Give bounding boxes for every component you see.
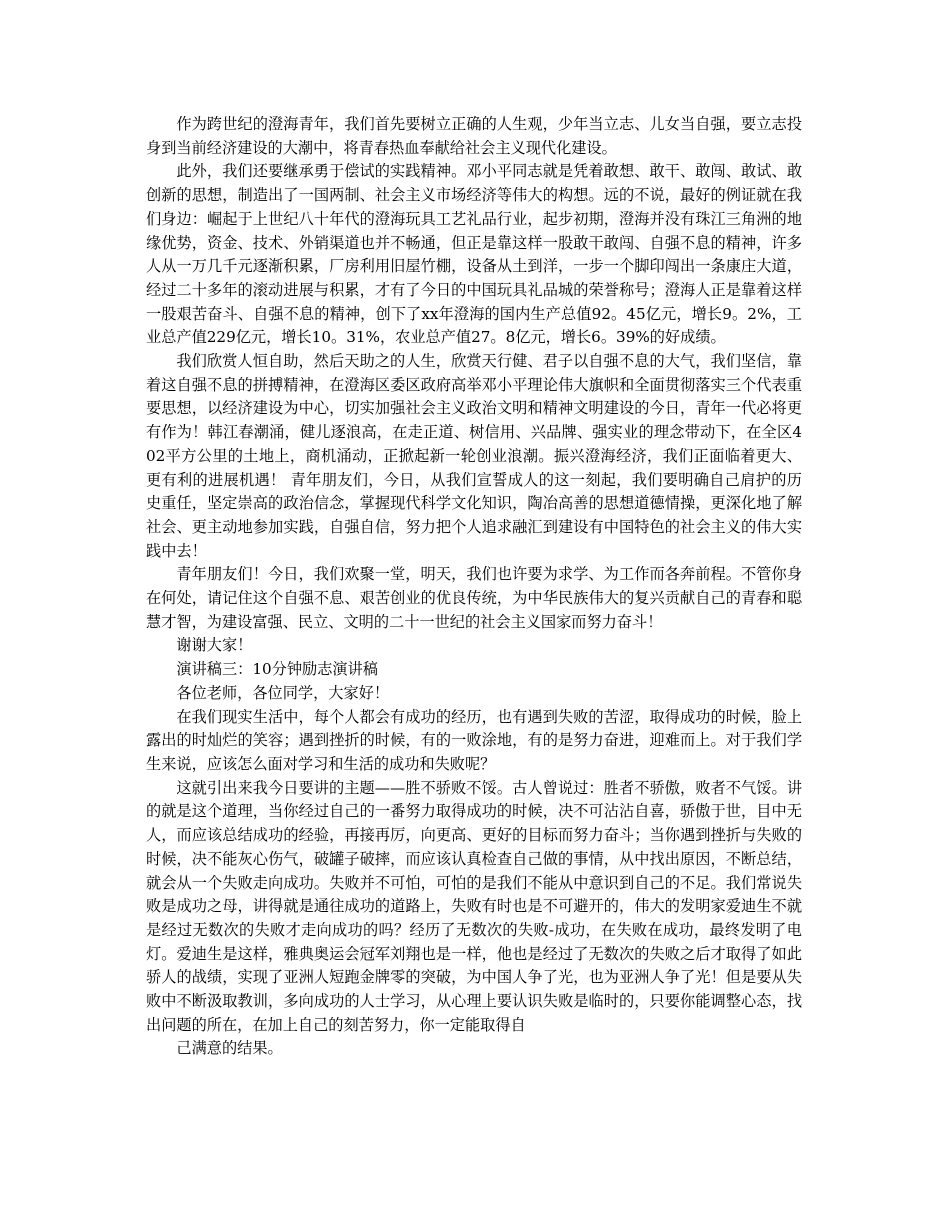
paragraph-1: 作为跨世纪的澄海青年，我们首先要树立正确的人生观，少年当立志、儿女当自强，要立志投身到当前经济建设的大潮中，将青春热血奉献给社会主义现代化建设。 — [146, 115, 802, 157]
paragraph-4: 青年朋友们！今日，我们欢聚一堂，明天，我们也许要为求学、为工作而各奔前程。不管你身在何处，请记住这个自强不息、艰苦创业的优良传统，为中华民族伟大的复兴贡献自己的青春和聪慧才智，为建设富强、民立、文明的二十一世纪的社会主义国家而努力奋斗！ — [146, 565, 802, 631]
paragraph-2: 此外，我们还要继承勇于偿试的实践精神。邓小平同志就是凭着敢想、敢干、敢闯、敢试、敢创新的思想，制造出了一国两制、社会主义市场经济等伟大的构想。远的不说，最好的例证就在我们身边：崛起于上世纪八十年代的澄海玩具工艺礼品行业，起步初期，澄海并没有珠江三角洲的地缘优势，资金、技术、外销渠道也并不畅通，但正是靠这样一股敢干敢闯、自强不息的精神，许多人从一万几千元逐渐积累，厂房利用旧屋竹棚，设备从土到洋，一步一个脚印闯出一条康庄大道，经过二十多年的滚动进展与积累，才有了今日的中国玩具礼品城的荣誉称号；澄海人正是靠着这样一股艰苦奋斗、自强不息的精神，创下了xx年澄海的国内生产总值92。45亿元，增长9。2%，工业总产值229亿元，增长10。31%，农业总产值27。8亿元，增长6。39%的好成绩。 — [146, 162, 802, 347]
paragraph-5: 谢谢大家！ — [176, 636, 253, 655]
document-page — [146, 113, 802, 1061]
paragraph-8: 在我们现实生活中，每个人都会有成功的经历，也有遇到失败的苦涩，取得成功的时候，脸上露出的时灿烂的笑容；遇到挫折的时候，有的一败涂地，有的是努力奋进，迎难而上。对于我们学生来说，应该怎么面对学习和生活的成功和失败呢？ — [146, 707, 802, 773]
speech-title: 演讲稿三：10分钟励志演讲稿 — [176, 660, 378, 679]
paragraph-9: 这就引出来我今日要讲的主题——胜不骄败不馁。古人曾说过：胜者不骄傲，败者不气馁。讲的就是这个道理，当你经过自己的一番努力取得成功的时候，决不可沾沾自喜，骄傲于世，目中无人，而应该总结成功的经验，再接再厉，向更高、更好的目标而努力奋斗；当你遇到挫折与失败的时候，决不能灰心伤气，破罐子破摔，而应该认真检查自己做的事情，从中找出原因，不断总结，就会从一个失败走向成功。失败并不可怕，可怕的是我们不能从中意识到自己的不足。我们常说失败是成功之母，讲得就是通往成功的道路上，失败有时也是不可避开的，伟大的发明家爱迪生不就是经过无数次的失败才走向成功的吗？经历了无数次的失败-成功，在失败在成功，最终发明了电灯。爱迪生是这样，雅典奥运会冠军刘翔也是一样，他也是经过了无数次的失败之后才取得了如此骄人的战绩，实现了亚洲人短跑金牌零的突破，为中国人争了光，也为亚洲人争了光！但是要从失败中不断汲取教训，多向成功的人士学习，从心理上要认识失败是临时的，只要你能调整心态，找出问题的所在，在加上自己的刻苦努力，你一定能取得自 — [146, 778, 802, 1034]
paragraph-3: 我们欣赏人恒自助，然后天助之的人生，欣赏天行健、君子以自强不息的大气，我们坚信，靠着这自强不息的拼搏精神，在澄海区委区政府高举邓小平理论伟大旗帜和全面贯彻落实三个代表重要思想，以经济建设为中心，切实加强社会主义政治文明和精神文明建设的今日，青年一代必将更有作为！韩江春潮涌，健儿逐浪高，在走正道、树信用、兴品牌、强实业的理念带动下，在全区402平方公里的土地上，商机涌动，正掀起新一轮创业浪潮。振兴澄海经济，我们正面临着更大、更有利的进展机遇！ 青年朋友们，今日，从我们宣誓成人的这一刻起，我们要明确自己肩护的历史重任，坚定崇高的政治信念，掌握现代科学文化知识，陶冶高善的思想道德情操，更深化地了解社会、更主动地参加实践，自强自信，努力把个人追求融汇到建设有中国特色的社会主义的伟大实践中去！ — [146, 352, 802, 560]
greeting: 各位老师，各位同学，大家好！ — [176, 683, 390, 702]
paragraph-10: 己满意的结果。 — [176, 1039, 283, 1058]
